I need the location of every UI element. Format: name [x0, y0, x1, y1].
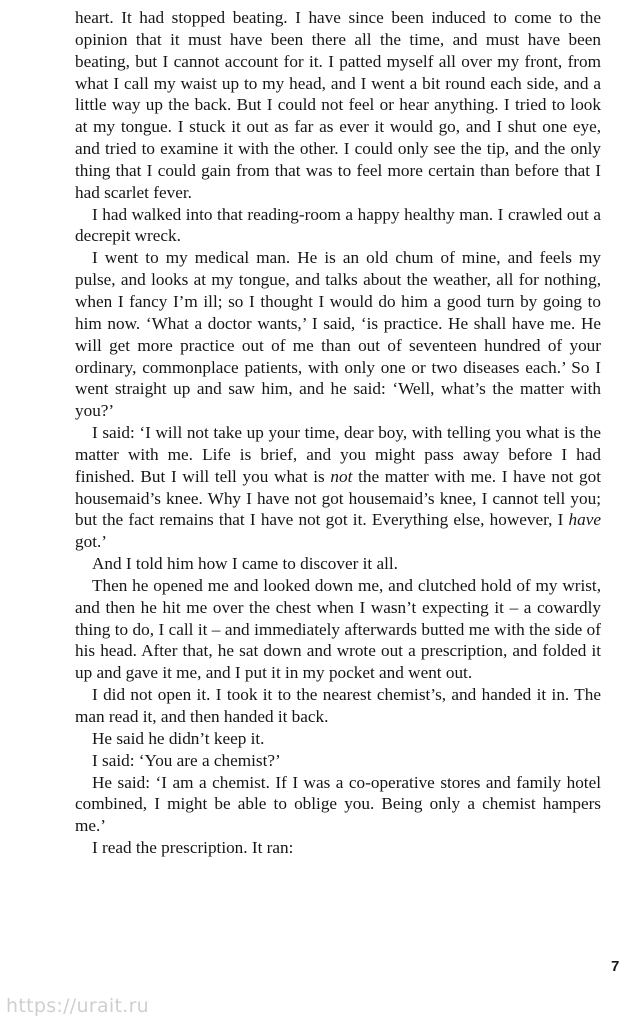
text-run: the matter with me. I have not got housemaid’s knee. Why I have not got housemaid’s knee, I cannot tell you; but the fact remains that I have not got it. Everything else, however, I [75, 466, 602, 530]
text-run: I went to my medical man. He is an old chum of mine, and feels my pulse, and looks at my tongue, and talks about the weather, all for nothing, when I fancy I’m ill; so I thought I would do him a good turn by going to him now. ‘What a doctor wants,’ I said, ‘is practice. He shall have me. He will get more practice out of me than out of seventeen hundred of your ordinary, commonplace patients, with only one or two diseases each.’ So I went straight up and saw him, and he said: ‘Well, what’s the matter with you?’ [75, 248, 601, 421]
text-run: got.’ [75, 532, 107, 552]
paragraph [75, 837, 601, 859]
text-run: I did not open it. I took it to the nearest chemist’s, and handed it in. The man read it, and then handed it back. [75, 685, 601, 726]
text-run: And I told him how I came to discover it all. [92, 554, 398, 574]
text-run: He said: ‘I am a chemist. If I was a co-operative stores and family hotel combined, I might be able to oblige you. Being only a chemist hampers me.’ [75, 772, 601, 836]
italic-text: not [330, 466, 353, 486]
paragraph [75, 575, 601, 684]
paragraph [75, 204, 601, 248]
paragraph [75, 422, 601, 553]
text-run: I said: ‘You are a chemist?’ [92, 750, 281, 770]
text-run: He said he didn’t keep it. [92, 728, 265, 748]
watermark: https://urait.ru [6, 995, 150, 1017]
text-run: heart. It had stopped beating. I have since been induced to come to the opinion that it must have been there all the time, and must have been beating, but I cannot account for it. I patted myself all over my front, from what I call my waist up to my head, and I went a bit round each side, and a little way up the back. But I could not feel or hear anything. I tried to look at my tongue. I stuck it out as far as ever it would go, and I shut one eye, and tried to examine it with the other. I could only see the tip, and the only thing that I could gain from that was to feel more certain than before that I had scarlet fever. [75, 8, 601, 202]
page-number: 7 [611, 958, 620, 975]
paragraph [75, 684, 601, 728]
text-run: I read the prescription. It ran: [92, 838, 294, 858]
paragraph [75, 7, 601, 204]
paragraph [75, 247, 601, 422]
text-run: I had walked into that reading-room a happy healthy man. I crawled out a decrepit wreck. [75, 204, 601, 246]
paragraph [75, 728, 601, 750]
paragraph [75, 553, 601, 575]
paragraph [75, 750, 601, 772]
paragraph [75, 772, 601, 838]
text-run: I said: ‘I will not take up your time, dear boy, with telling you what is the matter with me. Life is brief, and you might pass away before I had finished. But I will tell you what is [75, 423, 601, 486]
body-text [75, 7, 601, 859]
italic-text: have [568, 510, 601, 530]
text-run: Then he opened me and looked down me, and clutched hold of my wrist, and then he hit me over the chest when I wasn’t expecting it – a cowardly thing to do, I call it – and immediately afterwards butted me with the side of his head. After that, he sat down and wrote out a prescription, and folded it up and gave it me, and I put it in my pocket and went out. [75, 575, 601, 683]
